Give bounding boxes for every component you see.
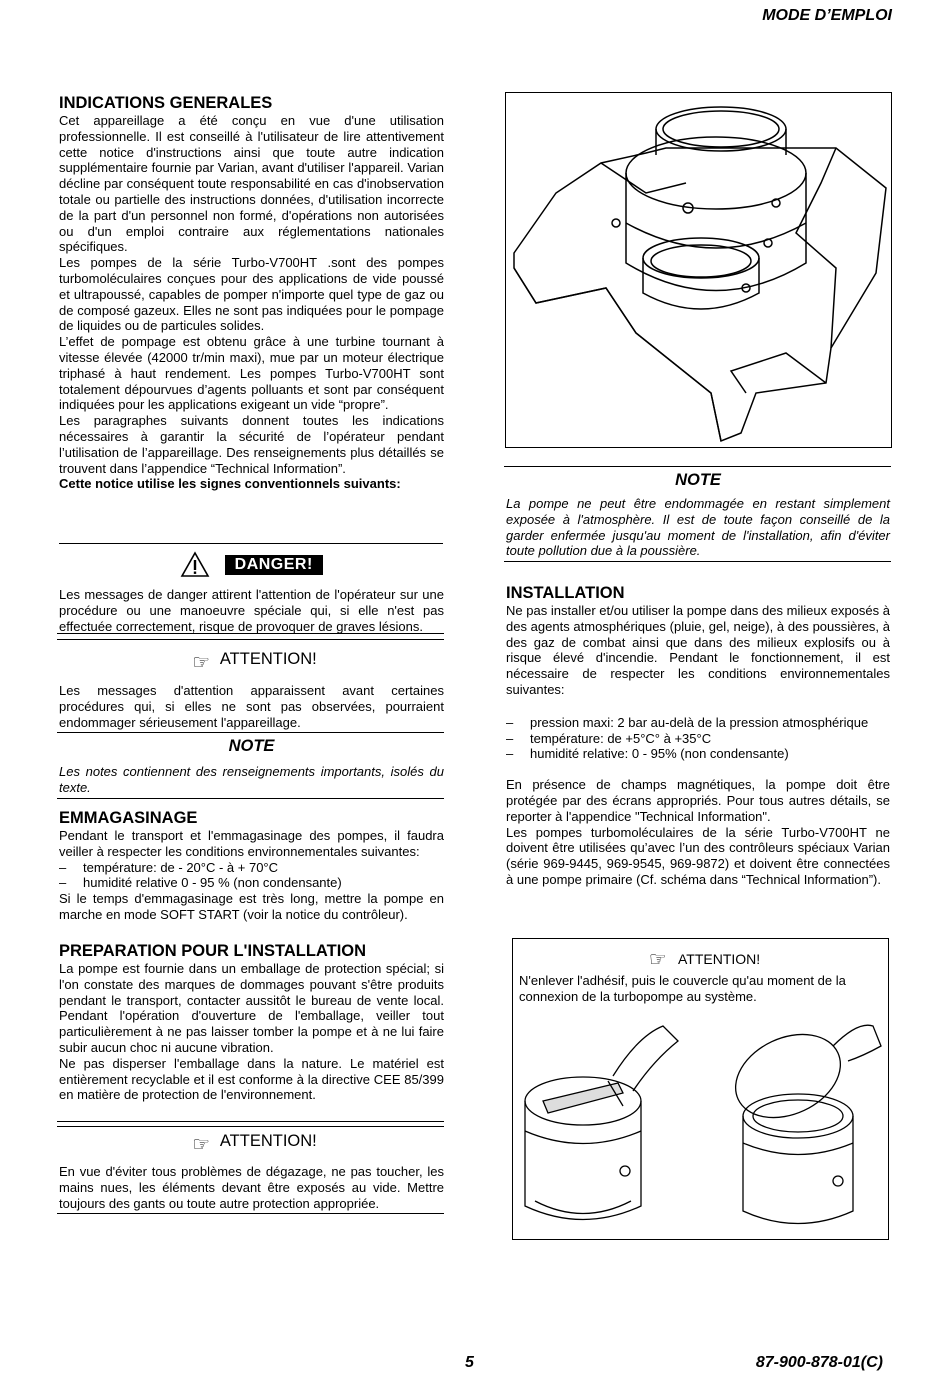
emmagasinage-paragraph-1: Pendant le transport et l'emmagasinage des pompes, il faudra veiller à respecter les conditions environnementales suivantes:	[59, 828, 444, 859]
attention-text: En vue d'éviter tous problèmes de dégazage, ne pas toucher, les mains nues, les éléments devant être exposés au vide. Mettre toujours des gants ou toute autre protection appropriée.	[59, 1164, 444, 1211]
warning-triangle-icon	[180, 551, 210, 578]
installation-paragraph-3: Les pompes turbomoléculaires de la série Turbo-V700HT ne doivent être utilisées qu’avec l’un des contrôleurs spéciaux Varian (série 969-9445, 969-9545, 969-9872) et doivent être connectées à une pompe primaire (Cf. schéma dans “Technical Information”).	[506, 824, 890, 887]
note-text: La pompe ne peut être endommagée en restant simplement exposée à l'atmosphère. Il est de toute façon conseillé de la garder enfermée jusqu'au moment de l'installation, afin d'éviter toute pollution due à la poussière.	[506, 496, 890, 559]
attention-box	[512, 938, 889, 1240]
indications-paragraph-4: Les paragraphes suivants donnent toutes les indications nécessaires à garantir la sécurité de l’opérateur pendant l’utilisation de l’appareillage. Des renseignements plus détaillés se trouvent dans l’appendice “Technical Information”.	[59, 413, 444, 476]
turbopump-on-pallet-illustration	[506, 93, 891, 447]
installation-paragraph-2: En présence de champs magnétiques, la pompe doit être protégée par des écrans appropriés. Pour tous autres détails, se reporter à l'appendice "Technical Information".	[506, 777, 890, 824]
list-item: – température: de +5°C° à +35°C	[506, 731, 890, 747]
section-title-emmagasinage: EMMAGASINAGE	[59, 809, 198, 827]
divider	[57, 798, 444, 799]
list-item: – humidité relative 0 - 95 % (non condensante)	[59, 875, 444, 891]
divider	[504, 466, 891, 467]
note-text: Les notes contiennent des renseignements importants, isolés du texte.	[59, 764, 444, 795]
preparation-section	[59, 941, 444, 1103]
danger-heading	[59, 551, 444, 578]
installation-paragraph-1: Ne pas installer et/ou utiliser la pompe dans des milieux exposés à des agents atmosphériques (pluie, gel, neige), à des poussières, à des gaz de combat ainsi que dans des milieux explosifs ou à risque élevé d'incendie. Pendant le fonctionnement, il est nécessaire de respecter les conditions environnementales suivantes:	[506, 603, 890, 697]
pointing-hand-icon: ☞	[192, 650, 211, 674]
section-title-indications: INDICATIONS GENERALES	[59, 94, 273, 112]
divider	[57, 633, 444, 634]
list-item: – humidité relative: 0 - 95% (non condensante)	[506, 746, 890, 762]
list-item: – pression maxi: 2 bar au-delà de la pression atmosphérique	[506, 715, 890, 731]
divider	[57, 732, 444, 733]
attention-heading	[59, 650, 444, 674]
document-number: 87-900-878-01(C)	[755, 1354, 883, 1371]
installation-section	[506, 583, 890, 888]
pointing-hand-icon: ☞	[192, 1132, 211, 1156]
page-number: 5	[465, 1354, 474, 1371]
pointing-hand-icon: ☞	[648, 947, 667, 971]
indications-section	[59, 93, 444, 492]
divider	[59, 543, 443, 544]
divider	[57, 1213, 444, 1214]
section-title-installation: INSTALLATION	[506, 584, 625, 602]
indications-paragraph-3: L’effet de pompage est obtenu grâce à une turbine tournant à vitesse élevée (42000 tr/min maxi), mue par un moteur électrique triphasé à haut rendement. Les pompes Turbo-V700HT sont totalement dépourvues d’agents polluants et sont par conséquent indiquées pour les applications exigeant un vide “propre”.	[59, 334, 444, 413]
preparation-paragraph-2: Ne pas disperser l'emballage dans la nature. Le matériel est entièrement recyclable et il est conforme à la directive CEE 85/399 en matière de protection de l'environnement.	[59, 1055, 444, 1103]
note-label: NOTE	[675, 471, 721, 489]
divider	[57, 1126, 444, 1127]
pump-illustration-frame	[505, 92, 892, 448]
preparation-paragraph-1: La pompe est fournie dans un emballage de protection spécial; si l'on constate des marques de dommages pouvant s'être produits pendant le transport, contacter aussitôt le bureau de vente local. Pendant l'opération d'ouverture de l'emballage, veiller tout particulièrement à ne pas laisser tomber la pompe et à ne lui faire subir aucun choc ni aucune vibration.	[59, 961, 444, 1055]
remove-cover-illustration	[513, 1021, 888, 1236]
indications-paragraph-2: Les pompes de la série Turbo-V700HT .sont des pompes turbomoléculaires conçues pour des applications de vide poussé et ultrapoussé, capables de pomper n'importe quel type de gaz ou de composé gazeux. Elles ne sont pas indiquées pour le pompage de liquides ou de particules solides.	[59, 255, 444, 334]
attention-text: N'enlever l'adhésif, puis le couvercle qu'au moment de la connexion de la turbopompe au système.	[519, 973, 846, 1004]
attention-label: ATTENTION!	[677, 951, 761, 967]
operating-conditions-list	[506, 715, 890, 762]
danger-text: Les messages de danger attirent l'attention de l'opérateur sur une procédure ou une manoeuvre spéciale qui, si elle n'est pas effectuée correctement, risque de provoquer de graves lésions.	[59, 587, 444, 634]
divider	[57, 639, 444, 640]
storage-conditions-list	[59, 860, 444, 892]
attention-heading	[59, 1132, 444, 1156]
divider	[504, 561, 891, 562]
emmagasinage-section	[59, 808, 444, 923]
divider	[57, 1121, 444, 1122]
note-label: NOTE	[228, 737, 275, 755]
danger-label: DANGER!	[225, 555, 323, 575]
indications-paragraph-5: Cette notice utilise les signes conventionnels suivants:	[59, 476, 401, 492]
attention-label: ATTENTION!	[219, 1132, 317, 1150]
attention-text: Les messages d'attention apparaissent avant certaines procédures qui, si elles ne sont pas observées, pourraient endommager sérieusement l'appareillage.	[59, 683, 444, 730]
attention-label: ATTENTION!	[219, 650, 317, 668]
section-title-preparation: PREPARATION POUR L'INSTALLATION	[59, 942, 367, 960]
emmagasinage-paragraph-2: Si le temps d'emmagasinage est très long, mettre la pompe en marche en mode SOFT START (voir la notice du contrôleur).	[59, 891, 444, 922]
attention-heading	[513, 947, 888, 971]
page-header-title: MODE D’EMPLOI	[762, 7, 892, 24]
indications-paragraph-1: Cet appareillage a été conçu en vue d'une utilisation professionnelle. Il est conseillé à l'utilisateur de lire attentivement cette notice d'instructions ainsi que toute autre indication supplémentaire fournie par Varian, avant d'utiliser l'appareil. Varian décline par conséquent toute responsabilité en cas d'inobservation totale ou partielle des instructions données, d'utilisation incorrecte de la part d'un personnel non formé, d'opérations non autorisées ou d'un emploi contraire aux réglementations nationales spécifiques.	[59, 113, 444, 255]
list-item: – température: de - 20°C - à + 70°C	[59, 860, 444, 876]
